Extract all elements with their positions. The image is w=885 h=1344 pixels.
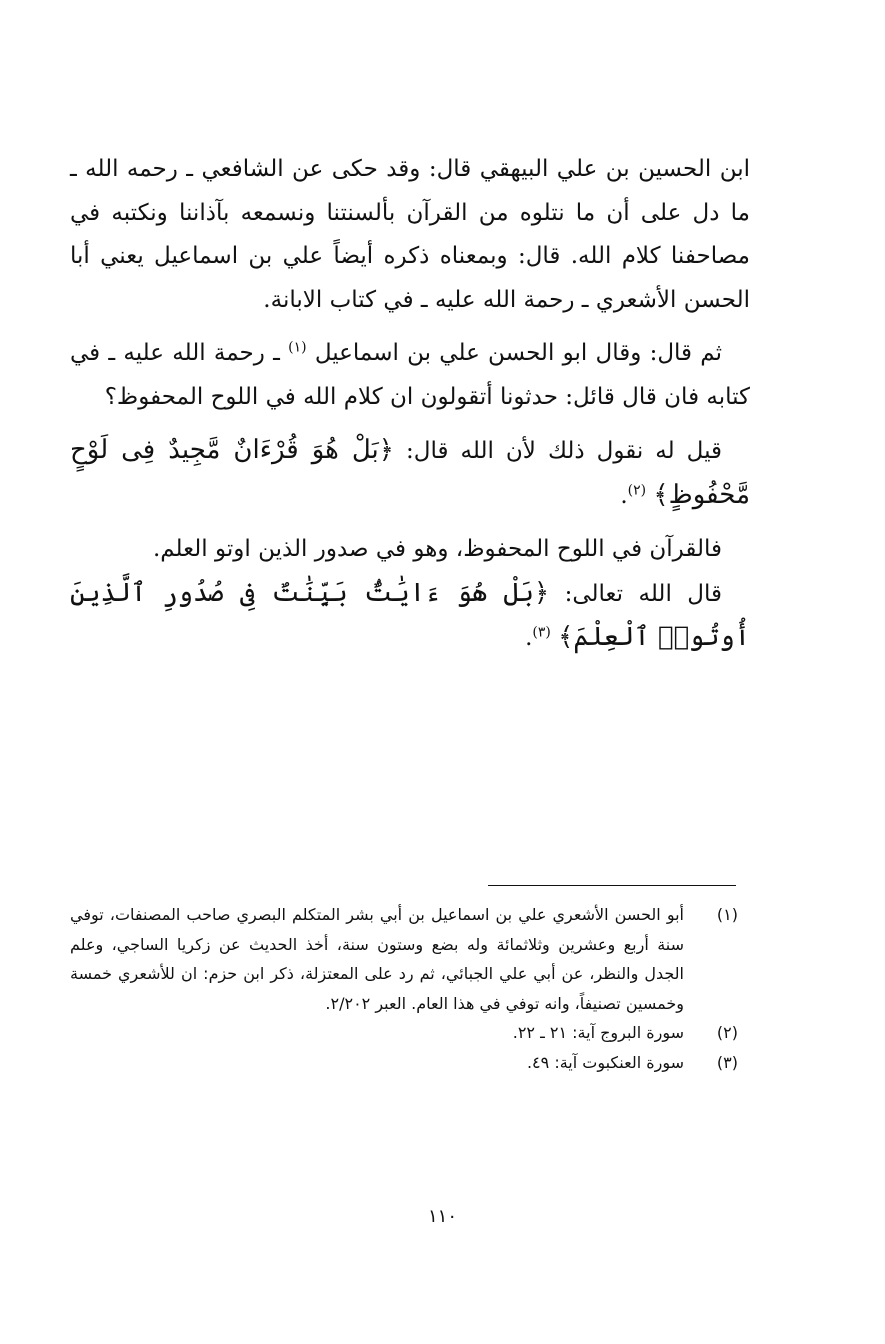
footnote-1: [70, 900, 738, 1018]
paragraph-5-text-after: .: [525, 625, 533, 651]
paragraph-1: ابن الحسين بن علي البيهقي قال: وقد حكى عن الشافعي ـ رحمه الله ـ ما دل على أن ما نتلوه من القرآن بألسنتنا ونسمعه بآذاننا ونكتبه في مصاحفنا كلام الله. قال: وبمعناه ذكره أيضاً علي بن اسماعيل يعني أبا الحسن الأشعري ـ رحمة الله عليه ـ في كتاب الابانة.: [70, 156, 750, 313]
paragraph-2-text-after: ـ رحمة الله عليه ـ في كتابه فان قال قائل: حدثونا أتقولون ان كلام الله في اللوح المحفوظ؟: [70, 340, 750, 410]
paragraph-5: [70, 572, 750, 661]
footnote-3: [70, 1048, 738, 1078]
paragraph-4: فالقرآن في اللوح المحفوظ، وهو في صدور الذين اوتو العلم.: [152, 536, 722, 562]
footnote-text: سورة العنكبوت آية: ٤٩.: [526, 1052, 684, 1072]
main-text: [70, 148, 750, 661]
footnote-number: (٢): [716, 1023, 738, 1042]
footnote-2: [70, 1018, 738, 1048]
footnote-ref-1: (١): [288, 339, 307, 356]
footnote-divider: [488, 885, 736, 886]
footnote-ref-2: (٢): [627, 481, 647, 498]
footnote-number: (٣): [716, 1052, 738, 1072]
footnote-number: (١): [716, 905, 738, 924]
paragraph-3-text-after: .: [620, 482, 628, 509]
quran-verse-2: ﴿بَلْ هُوَ ءَايَٰتٌۢ بَيِّنَٰتٌ فِى صُدُورِ ٱلَّذِينَ أُوتُوا۟ ٱلْعِلْمَ﴾: [70, 577, 750, 652]
quran-verse-1: ﴿بَلْ هُوَ قُرْءَانٌ مَّجِيدٌ فِى لَوْحٍ مَّحْفُوظٍ﴾: [70, 435, 750, 510]
footnote-text: أبو الحسن الأشعري علي بن اسماعيل بن أبي بشر المتكلم البصري صاحب المصنفات، توفي سنة أربع وعشرين وثلاثمائة وله بضع وستون سنة، أخذ الحديث عن زكريا الساجي، وعلم الجدل والنظر، عن أبي علي الجبائي، ثم رد على المعتزلة، ذكر ابن حزم: ان للأشعري خمسة وخمسين تصنيفاً، وانه توفي في هذا العام. العبر ٢/٢٠٢.: [70, 905, 684, 1013]
footnote-ref-3: (٣): [532, 624, 551, 641]
paragraph-2-text-before: ثم قال: وقال ابو الحسن علي بن اسماعيل: [314, 340, 723, 366]
paragraph-3-text-before: قيل له نقول ذلك لأن الله قال:: [406, 438, 723, 464]
page-number: ١١٠: [427, 1206, 457, 1227]
paragraph-5-text-before: قال الله تعالى:: [564, 580, 722, 607]
paragraph-2: [70, 332, 750, 419]
footnote-text: سورة البروج آية: ٢١ ـ ٢٢.: [512, 1023, 684, 1042]
paragraph-3: [70, 429, 750, 518]
footnotes: [70, 900, 738, 1077]
